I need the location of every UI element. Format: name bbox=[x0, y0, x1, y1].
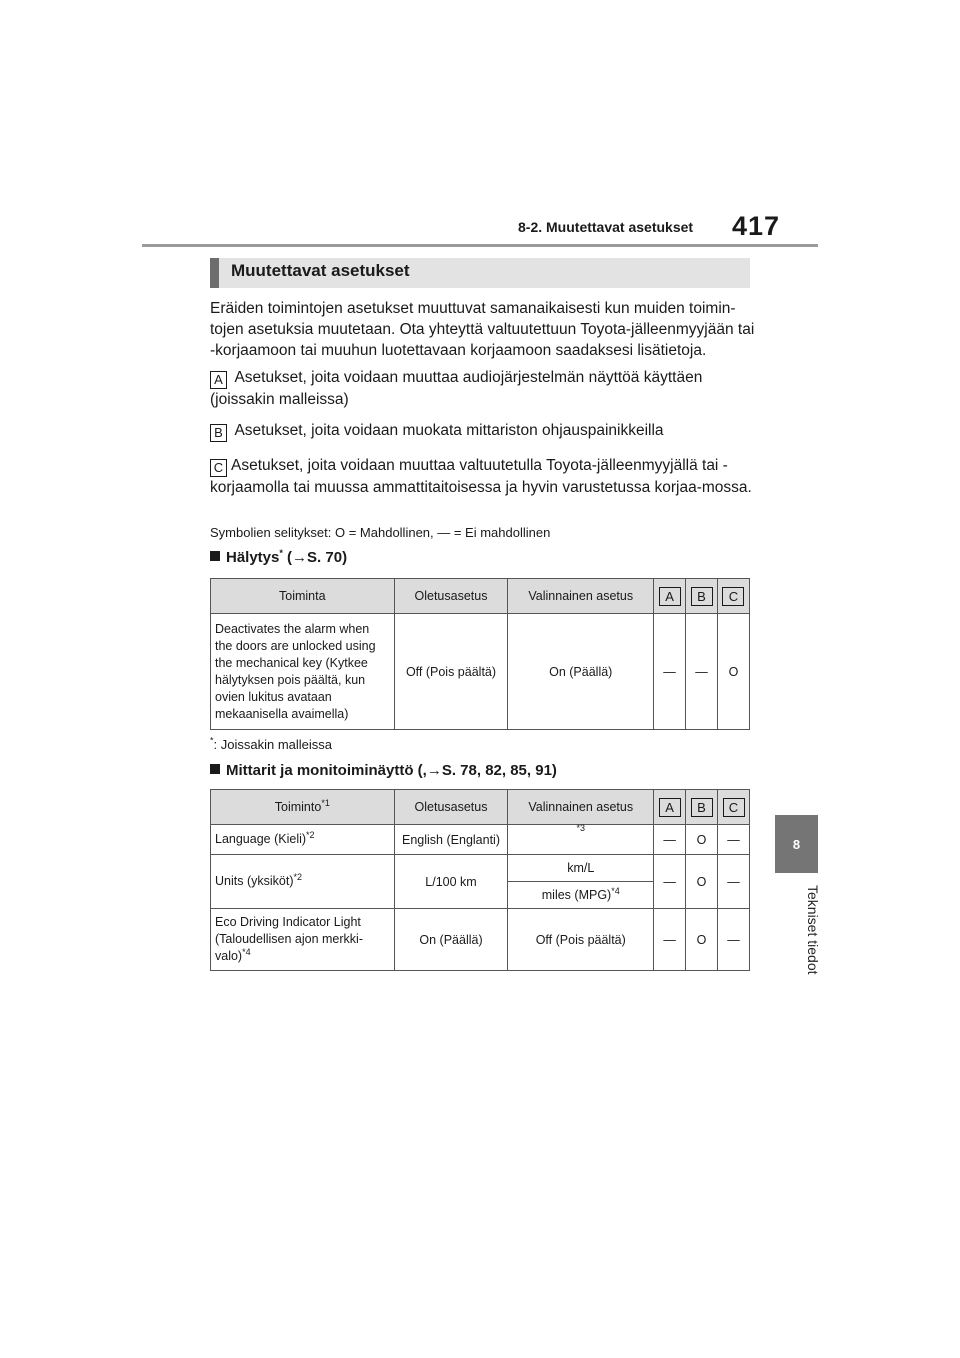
legend-item-c bbox=[210, 455, 755, 499]
col-c-box: C bbox=[722, 587, 744, 606]
legend-text-b: Asetukset, joita voidaan muokata mittariston ohjauspainikkeilla bbox=[231, 422, 664, 439]
cell-default: On (Päällä) bbox=[394, 909, 508, 971]
letter-a-box: A bbox=[210, 371, 227, 389]
cell-b: O bbox=[686, 825, 718, 855]
cell-c: — bbox=[718, 909, 750, 971]
chapter-number: 8 bbox=[792, 836, 801, 852]
col-default: Oletusasetus bbox=[394, 790, 508, 825]
cell-default: Off (Pois päältä) bbox=[394, 614, 508, 730]
meters-heading bbox=[210, 762, 557, 779]
alarm-footnote bbox=[210, 737, 332, 752]
section-heading-bar bbox=[210, 258, 750, 288]
chapter-tab[interactable] bbox=[775, 815, 818, 873]
intro-paragraph: Eräiden toimintojen asetukset muuttuvat samanaikaisesti kun muiden toimin-tojen asetuksia muutetaan. Ota yhteyttä valtuutettuun Toyota-jälleenmyyjään tai -korjaamoon tai muuhun luotettavaan korjaamoon saadaksesi lisätietoja. bbox=[210, 300, 755, 359]
cell-func: Units (yksiköt)$^{*2}$ bbox=[211, 855, 395, 909]
cell-optional: *3 bbox=[508, 825, 654, 855]
cell-func: Deactivates the alarm when the doors are unlocked using the mechanical key (Kytkee hälytyksen pois päältä, kun ovien lukitus avataan mekaanisella avaimella) bbox=[211, 614, 395, 730]
cell-a: — bbox=[654, 825, 686, 855]
header-section-title: 8-2. Muutettavat asetukset bbox=[518, 219, 694, 235]
col-b bbox=[686, 790, 718, 825]
alarm-heading-text: Hälytys bbox=[226, 549, 280, 566]
symbols-legend: Symbolien selitykset: O = Mahdollinen, — = Ei mahdollinen bbox=[210, 525, 551, 540]
table-row bbox=[211, 825, 750, 855]
col-c bbox=[718, 790, 750, 825]
legend-item-a bbox=[210, 367, 755, 411]
col-b bbox=[686, 579, 718, 614]
col-a-box: A bbox=[659, 798, 681, 817]
col-a bbox=[654, 790, 686, 825]
col-a bbox=[654, 579, 686, 614]
cell-optional: Off (Pois päältä) bbox=[508, 909, 654, 971]
square-bullet-icon bbox=[210, 764, 220, 774]
cell-b: O bbox=[686, 909, 718, 971]
alarm-table-header bbox=[211, 579, 750, 614]
legend-text-a: Asetukset, joita voidaan muuttaa audiojärjestelmän näyttöä käyttäen (joissakin malleissa) bbox=[210, 369, 703, 408]
meters-table bbox=[210, 789, 750, 971]
cell-a: — bbox=[654, 614, 686, 730]
alarm-heading-ref: (→S. 70) bbox=[282, 549, 348, 566]
table-row bbox=[211, 909, 750, 971]
header-divider bbox=[142, 244, 818, 247]
cell-a: — bbox=[654, 909, 686, 971]
col-b-box: B bbox=[691, 798, 713, 817]
alarm-heading bbox=[210, 549, 347, 566]
footnote-text: : Joissakin malleissa bbox=[213, 737, 333, 752]
letter-c-box: C bbox=[210, 459, 227, 477]
cell-func: Language (Kieli)$^{*2}$ bbox=[211, 825, 395, 855]
cell-b: O bbox=[686, 855, 718, 909]
cell-default: L/100 km bbox=[394, 855, 508, 909]
cell-c: — bbox=[718, 855, 750, 909]
cell-b: — bbox=[686, 614, 718, 730]
meters-table-header bbox=[211, 790, 750, 825]
meters-heading-text: Mittarit ja monitoiminäyttö (,→S. 78, 82, 85, 91) bbox=[226, 762, 557, 779]
page-number: 417 bbox=[732, 211, 781, 241]
col-func: Toiminta bbox=[211, 579, 395, 614]
footnote-mark: * bbox=[210, 735, 214, 746]
col-optional: Valinnainen asetus bbox=[508, 579, 654, 614]
letter-b-box: B bbox=[210, 424, 227, 442]
cell-optional-2: miles (MPG)$^{*4}$ bbox=[508, 882, 654, 909]
table-row bbox=[211, 614, 750, 730]
col-optional: Valinnainen asetus bbox=[508, 790, 654, 825]
alarm-heading-sup: * bbox=[279, 548, 283, 558]
cell-a: — bbox=[654, 855, 686, 909]
col-func: Toiminto$^{*1}$ bbox=[211, 790, 395, 825]
legend-text-c: Asetukset, joita voidaan muuttaa valtuutetulla Toyota-jälleenmyyjällä tai -korjaamolla tai muussa ammattitaitoisessa ja hyvin varustetussa korjaa-mossa. bbox=[210, 457, 752, 496]
alarm-table bbox=[210, 578, 750, 730]
square-bullet-icon bbox=[210, 551, 220, 561]
col-c bbox=[717, 579, 749, 614]
cell-func: Eco Driving Indicator Light (Taloudellisen ajon merkki-valo)$^{*4}$ bbox=[211, 909, 395, 971]
cell-c: O bbox=[717, 614, 749, 730]
legend-item-b bbox=[210, 420, 755, 442]
cell-default: English (Englanti) bbox=[394, 825, 508, 855]
col-default: Oletusasetus bbox=[394, 579, 508, 614]
cell-optional: On (Päällä) bbox=[508, 614, 654, 730]
cell-c: — bbox=[718, 825, 750, 855]
section-heading: Muutettavat asetukset bbox=[231, 261, 410, 280]
col-b-box: B bbox=[691, 587, 713, 606]
col-c-box: C bbox=[723, 798, 745, 817]
table-row bbox=[211, 855, 750, 882]
chapter-label: Tekniset tiedot bbox=[805, 885, 821, 975]
cell-optional-1: km/L bbox=[508, 855, 654, 882]
col-a-box: A bbox=[659, 587, 681, 606]
